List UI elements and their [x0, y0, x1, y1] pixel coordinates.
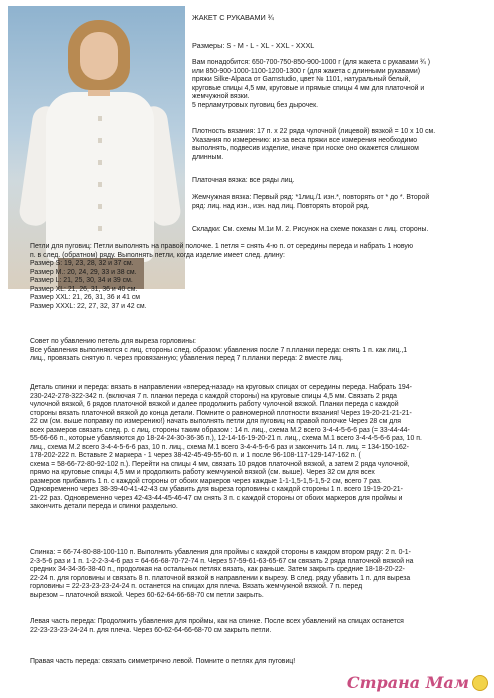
smiley-icon	[472, 675, 488, 691]
seed-stitch-paragraph: Жемчужная вязка: Первый ряд: *1лиц./1 изн.*, повторять от * до *. Второй ряд: лиц. над изн., изн. над лиц. Повторять второй ряд.	[192, 194, 430, 210]
buttonholes-paragraph: Петли для пуговиц: Петли выполнять на правой полочке. 1 петля = снять 4-ю п. от середины переда и набрать 1 новую п. в след. (обратном) ряду. Выполнять петли, когда изделие имеет след. длину: Размер S: 19, 23, 28, 32 и 37 см. Размер М.: 20, 24, 29, 33 и 38 см. Размер L: 21, 25, 30, 34 и 39 см. Размер XL: 21, 26, 31, 36 и 40 см. Размер XXL: 21, 26, 31, 36 и 41 см Размер XXXL: 22, 27, 32, 37 и 42 см.	[30, 243, 413, 310]
pattern-title: ЖАКЕТ С РУКАВАМИ ¾	[192, 13, 274, 22]
materials-paragraph: Вам понадобится: 650-700-750-850-900-1000 г (для жакета с рукавами ¾ ) или 850-900-1000-1100-1200-1300 г (для жакета с длинными рукавами) пряжи Silke-Alpaca от Garnstudio, цвет № 1101, натуральный белый, круговые спицы 4,5 мм, круговые и прямые спицы 4 мм для платочной и жемчужной вязки. 5 перламутровых пуговиц без дырочек.	[192, 59, 431, 109]
garter-stitch-line: Платочная вязка: все ряды лиц.	[192, 177, 295, 184]
photo-face	[80, 32, 118, 80]
left-front-paragraph: Левая часть переда: Продолжить убавления для проймы, как на спинке. После всех убавлений на спицах останется 22-23-23-23-24-24 п. для плеча. Через 60-62-64-66-68-70 см закрыть петли.	[30, 618, 404, 634]
watermark-text: Страна Мам	[346, 673, 469, 692]
photo-buttons	[98, 116, 102, 236]
site-watermark	[347, 673, 488, 692]
sizes-line: Размеры: S - M - L - XL - XXL - XXXL	[192, 41, 315, 50]
pleats-line: Складки: См. схемы М.1и М. 2. Рисунок на схеме показан с лиц. стороны.	[192, 226, 429, 233]
body-piece-paragraph: Деталь спинки и переда: вязать в направлении «вперед-назад» на круговых спицах от середины переда. Набрать 194- 230-242-278-322-342 п. (включая 7 п. планки переда с каждой стороны) на круговые спицы 4,5 мм. Связать 2 ряда чулочной вязкой, 6 рядов платочной вязкой и далее продолжить работу чулочной вязкой. Планки переда с каждой стороны вязать платочной вязкой до конца детали. Помните о равномерной плотности вязания! Через 19-20-21-21-21- 22 см (см. выше поправку по измерению!) начать выполнять петли для пуговиц на правой полочке Через 28 см для всех размеров связать след. р. с лиц. стороны таким образом : 14 п. лиц., схема М.2 всего 3-4-4-5-6-6 раз (= 33-44-44- 55-66-66 п., которые убавляются до 18-24-24-30-36-36 п.), 12-14-16-19-20-21 п. лиц., схема М.1 всего 3-4-4-5-6-6 раз, 10 п. лиц., схема М.2 всего 3-4-4-5-6-6 раз, 10 п. лиц., схема М.1 всего 3-4-4-5-6-6 раз и закончить 14 п. лиц. = 134-150-162- 178-202-222 п. Вставьте 2 маркера - 1 через 38-42-45-49-55-60 п. и 1 после 96-108-117-129-147-162 п. ( схема = 58-66-72-80-92-102 п.). Перейти на спицы 4 мм, связать 10 рядов платочной вязкой, а затем 2 ряда чулочной, прямо на круговые спицы 4,5 мм и продолжить работу жемчужной вязкой (см. выше). Через 32 см для всех размеров прибавить 1 п. с каждой стороны от обоих маркеров через каждые 1-1-1,5-1,5-1,5-2 см, всего 7 раз. Одновременно через 38-39-40-41-42-43 см убавить для выреза горловины с каждой стороны 1 п. всего 19-19-20-21- 21-22 раз. Одновременно через 42-43-44-45-46-47 см снять 3 п. с каждой стороны от обоих маркеров для проймы и закончить детали переда и спинки раздельно.	[30, 384, 422, 510]
back-paragraph: Спинка: = 66-74-80-88-100-110 п. Выполнить убавления для проймы с каждой стороны в каждом втором ряду: 2 п. 0-1- 2-3-5-6 раз и 1 п. 1-2-2-3-4-6 раз = 64-66-68-70-72-74 п. Через 57-59-61-63-65-67 см связать 2 ряда платочной вязкой на средних 34-34-36-38-40 п., продолжая на остальных петлях вязать, как раньше. Затем закрыть средние 18-18-20-22- 22-24 п. для горловины и связать 8 п. платочной вязкой в направлении к вырезу. В след. ряду убавить 1 п. для выреза горловины = 22-23-23-23-24-24 п. останется на спицах для плеча. Вязать жемчужной вязкой. 7 п. перед вырезом – платочной вязкой. Через 60-62-64-66-68-70 см петли закрыть.	[30, 549, 414, 599]
gauge-paragraph: Плотность вязания: 17 п. х 22 ряда чулочной (лицевой) вязкой = 10 х 10 см. Указания по измерению: из-за веса пряжи все измерения необходимо выполнять, подвесив изделие, иначе при носке оно окажется слишком длинным.	[192, 128, 436, 161]
right-front-paragraph: Правая часть переда: связать симметрично левой. Помните о петлях для пуговиц!	[30, 658, 296, 665]
neckline-decrease-paragraph: Совет по убавлению петель для выреза горловины: Все убавления выполняются с лиц. стороны след. образом: убавления после 7 п.планки переда: снять 1 п. как лиц.,1 лиц., провязать снятую п. через провязанную; убавления перед 7 п.планки переда: 2 вместе лиц.	[30, 338, 408, 362]
